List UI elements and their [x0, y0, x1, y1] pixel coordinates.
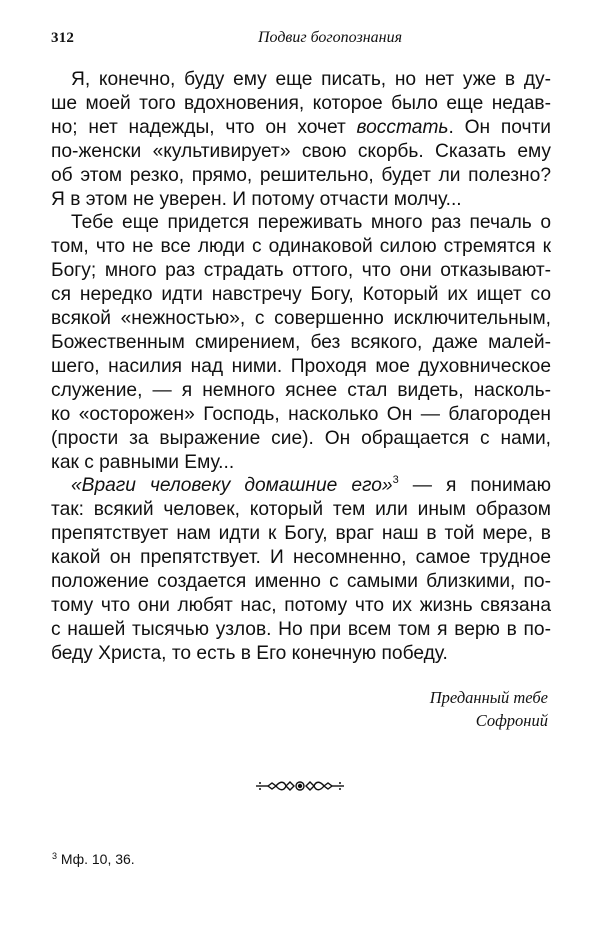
text-line: Я, конечно, буду ему еще писать, но нет уже в ду-: [71, 69, 551, 90]
paragraph-2: [51, 211, 551, 474]
text-line: Богу; много раз страдать оттого, что они отказывают-: [51, 260, 551, 282]
text-line: беду Христа, то есть в Его конечную победу.: [51, 642, 448, 664]
text-line: Тебе еще придется переживать много раз печаль о: [71, 212, 551, 234]
text-line: Божественным смирением, без всякого, даже малей-: [51, 331, 551, 353]
paragraph-3: [51, 474, 551, 665]
text-line: препятствует нам идти к Богу, враг наш в той мере, в: [51, 523, 551, 545]
paragraph-1: [51, 68, 551, 211]
footnote-text: Мф. 10, 36.: [57, 851, 135, 867]
scripture-quote: «Враги человеку домашние его»: [71, 475, 393, 497]
text-line: [51, 474, 551, 498]
text-line: положение создается именно с самыми близкими, по-: [51, 571, 551, 593]
signature: [430, 686, 548, 732]
text-line: так: всякий человек, который тем или иным образом: [51, 499, 551, 521]
text-line: том, что не все люди с одинаковой силою стремятся к: [51, 236, 551, 258]
text-line: ся нередко идти навстречу Богу, Который их ищет со: [51, 284, 551, 306]
footnote: [52, 851, 135, 867]
text-line: ше моей того вдохновения, которое было еще недав-: [51, 92, 551, 114]
text-line: ко «осторожен» Господь, насколько Он — благороден: [51, 403, 551, 425]
page-number: 312: [51, 30, 75, 46]
text-line: всякой «нежностью», с совершенно исключительным,: [51, 308, 551, 330]
text-line: (прости за выражение сие). Он обращается с нами,: [51, 427, 551, 449]
text-line: об этом резко, прямо, решительно, будет ли полезно?: [51, 164, 551, 186]
footnote-mark: 3: [52, 851, 58, 861]
text-line: с нашей тысячью узлов. Но при всем том я верю в по-: [51, 618, 551, 640]
text-run: — я понимаю: [398, 475, 551, 497]
signature-name: Софроний: [475, 711, 548, 730]
text-line: Я в этом не уверен. И потому отчасти молчу...: [51, 188, 462, 210]
decorative-vignette-icon: [254, 778, 346, 794]
text-line: как с равными Ему...: [51, 451, 235, 473]
emphasis-word: восстать: [356, 116, 449, 138]
text-line: служение, — я немного яснее стал видеть, насколь-: [51, 379, 551, 401]
running-title: Подвиг богопознания: [257, 29, 403, 46]
text-run: но; нет надежды, что он хочет: [51, 116, 357, 138]
body-text: [51, 68, 551, 666]
text-line: какой он препятствует. И несомненно, самое трудное: [51, 547, 551, 569]
text-run: . Он почти: [448, 116, 552, 138]
signature-closing: Преданный тебе: [429, 688, 548, 707]
text-line: [51, 116, 551, 140]
text-line: тому что они любят нас, потому что их жизнь связана: [51, 594, 551, 616]
text-line: по-женски «культивирует» свою скорбь. Сказать ему: [51, 140, 551, 162]
text-line: шего, насилия над ними. Проходя мое духовническое: [51, 355, 551, 377]
ornament: [0, 778, 600, 799]
footnote-ref[interactable]: 3: [392, 474, 399, 487]
